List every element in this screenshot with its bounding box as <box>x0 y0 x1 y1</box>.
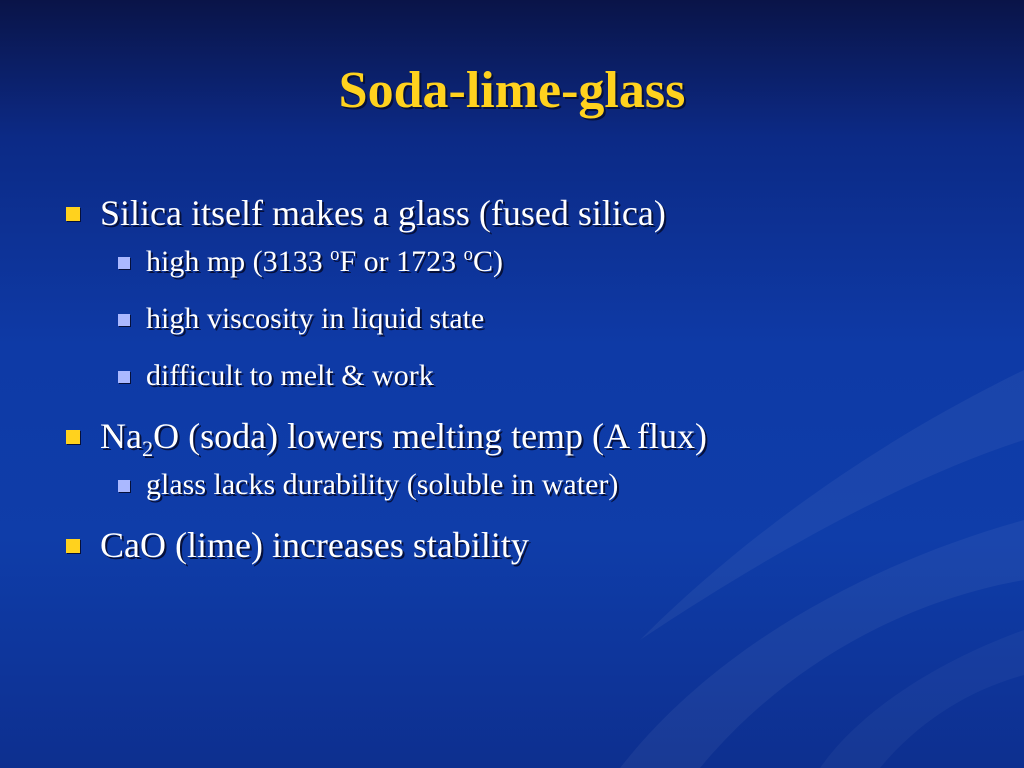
sub-bullet-item <box>62 465 982 505</box>
sub-bullet-item <box>62 299 982 339</box>
slide-title: Soda-lime-glass <box>338 62 686 119</box>
square-bullet-icon <box>66 207 80 221</box>
sub-bullet-item <box>62 356 982 396</box>
square-bullet-icon <box>66 430 80 444</box>
square-bullet-icon <box>118 480 130 492</box>
square-bullet-icon <box>118 371 130 383</box>
bullet-text: CaO (lime) increases stability <box>100 525 529 565</box>
sub-bullet-text: high viscosity in liquid state <box>146 302 485 335</box>
bullet-text-part: Na <box>100 416 142 456</box>
square-bullet-icon <box>118 314 130 326</box>
degree-superscript: o <box>463 244 473 265</box>
square-bullet-icon <box>118 257 130 269</box>
bullet-item <box>62 413 982 462</box>
bullet-item <box>62 190 982 236</box>
sub-bullet-text: glass lacks durability (soluble in water) <box>146 468 619 501</box>
sub-bullet-text: difficult to melt & work <box>146 359 434 392</box>
subscript-number: 2 <box>141 436 154 462</box>
sub-bullet-text-part: C) <box>472 245 503 278</box>
sub-bullet-text-part: F or 1723 <box>339 245 464 278</box>
square-bullet-icon <box>66 539 80 553</box>
degree-superscript: o <box>330 244 340 265</box>
sub-bullet-text-part: high mp (3133 <box>146 245 331 278</box>
bullet-list <box>62 190 982 574</box>
bullet-text: Silica itself makes a glass (fused silica) <box>100 193 666 233</box>
bullet-item <box>62 522 982 568</box>
sub-bullet-item <box>62 242 982 282</box>
bullet-text-part: O (soda) lowers melting temp (A flux) <box>153 416 708 456</box>
